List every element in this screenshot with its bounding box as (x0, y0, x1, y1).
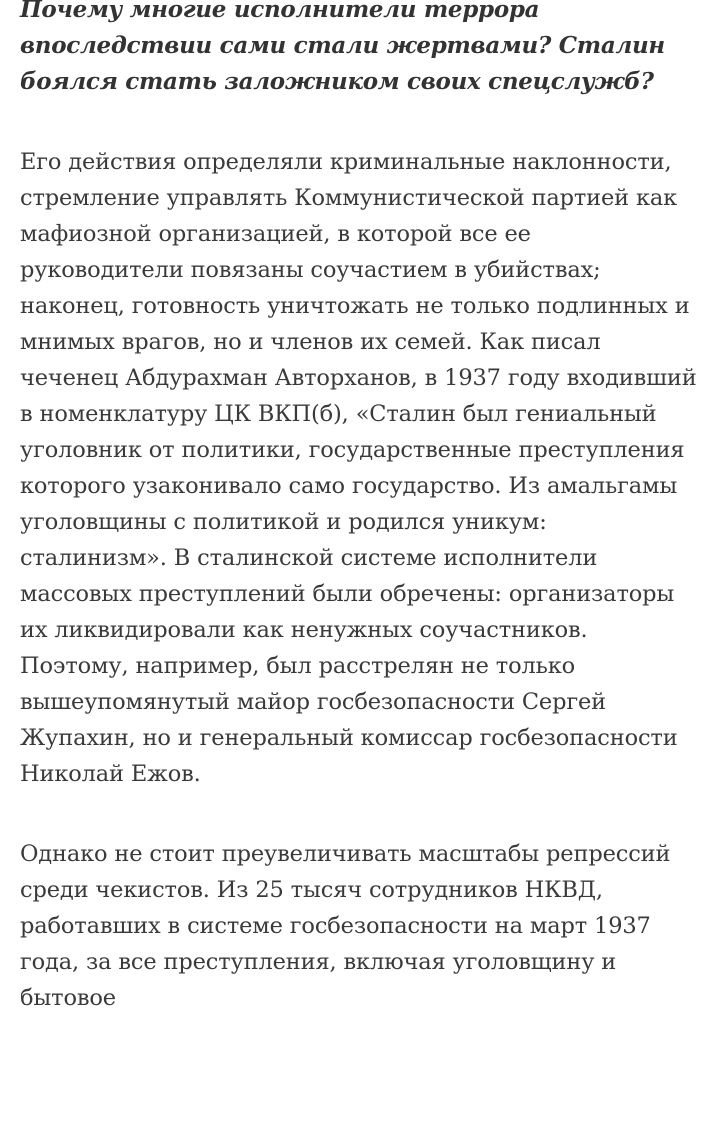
answer-paragraph: Его действия определяли криминальные наклонности, стремление управлять Коммунистической партией как мафиозной организацией, в которой все ее руководители повязаны соучастием в убийствах; наконец, готовность уничтожать не только подлинных и мнимых врагов, но и членов их семей. Как писал чеченец Абдурахман Авторханов, в 1937 году входивший в номенклатуру ЦК ВКП(б), «Сталин был гениальный уголовник от политики, государственные преступления которого узаконивало само государство. Из амальгамы уголовщины с политикой и родился уникум: сталинизм». В сталинской системе исполнители массовых преступлений были обречены: организаторы их ликвидировали как ненужных соучастников. Поэтому, например, был расстрелян не только вышеупомянутый майор госбезопасности Сергей Жупахин, но и генеральный комиссар госбезопасности Николай Ежов. (20, 149, 697, 787)
article-body (20, 0, 700, 1016)
answer-paragraph: Однако не стоит преувеличивать масштабы репрессий среди чекистов. Из 25 тысяч сотрудников НКВД, работавших в системе госбезопасности на март 1937 года, за все преступления, включая уголовщину и бытовое (20, 841, 671, 1011)
interview-question: Почему многие исполнители террора впоследствии сами стали жертвами? Сталин боялся стать заложником своих спецслужб? (20, 0, 665, 95)
